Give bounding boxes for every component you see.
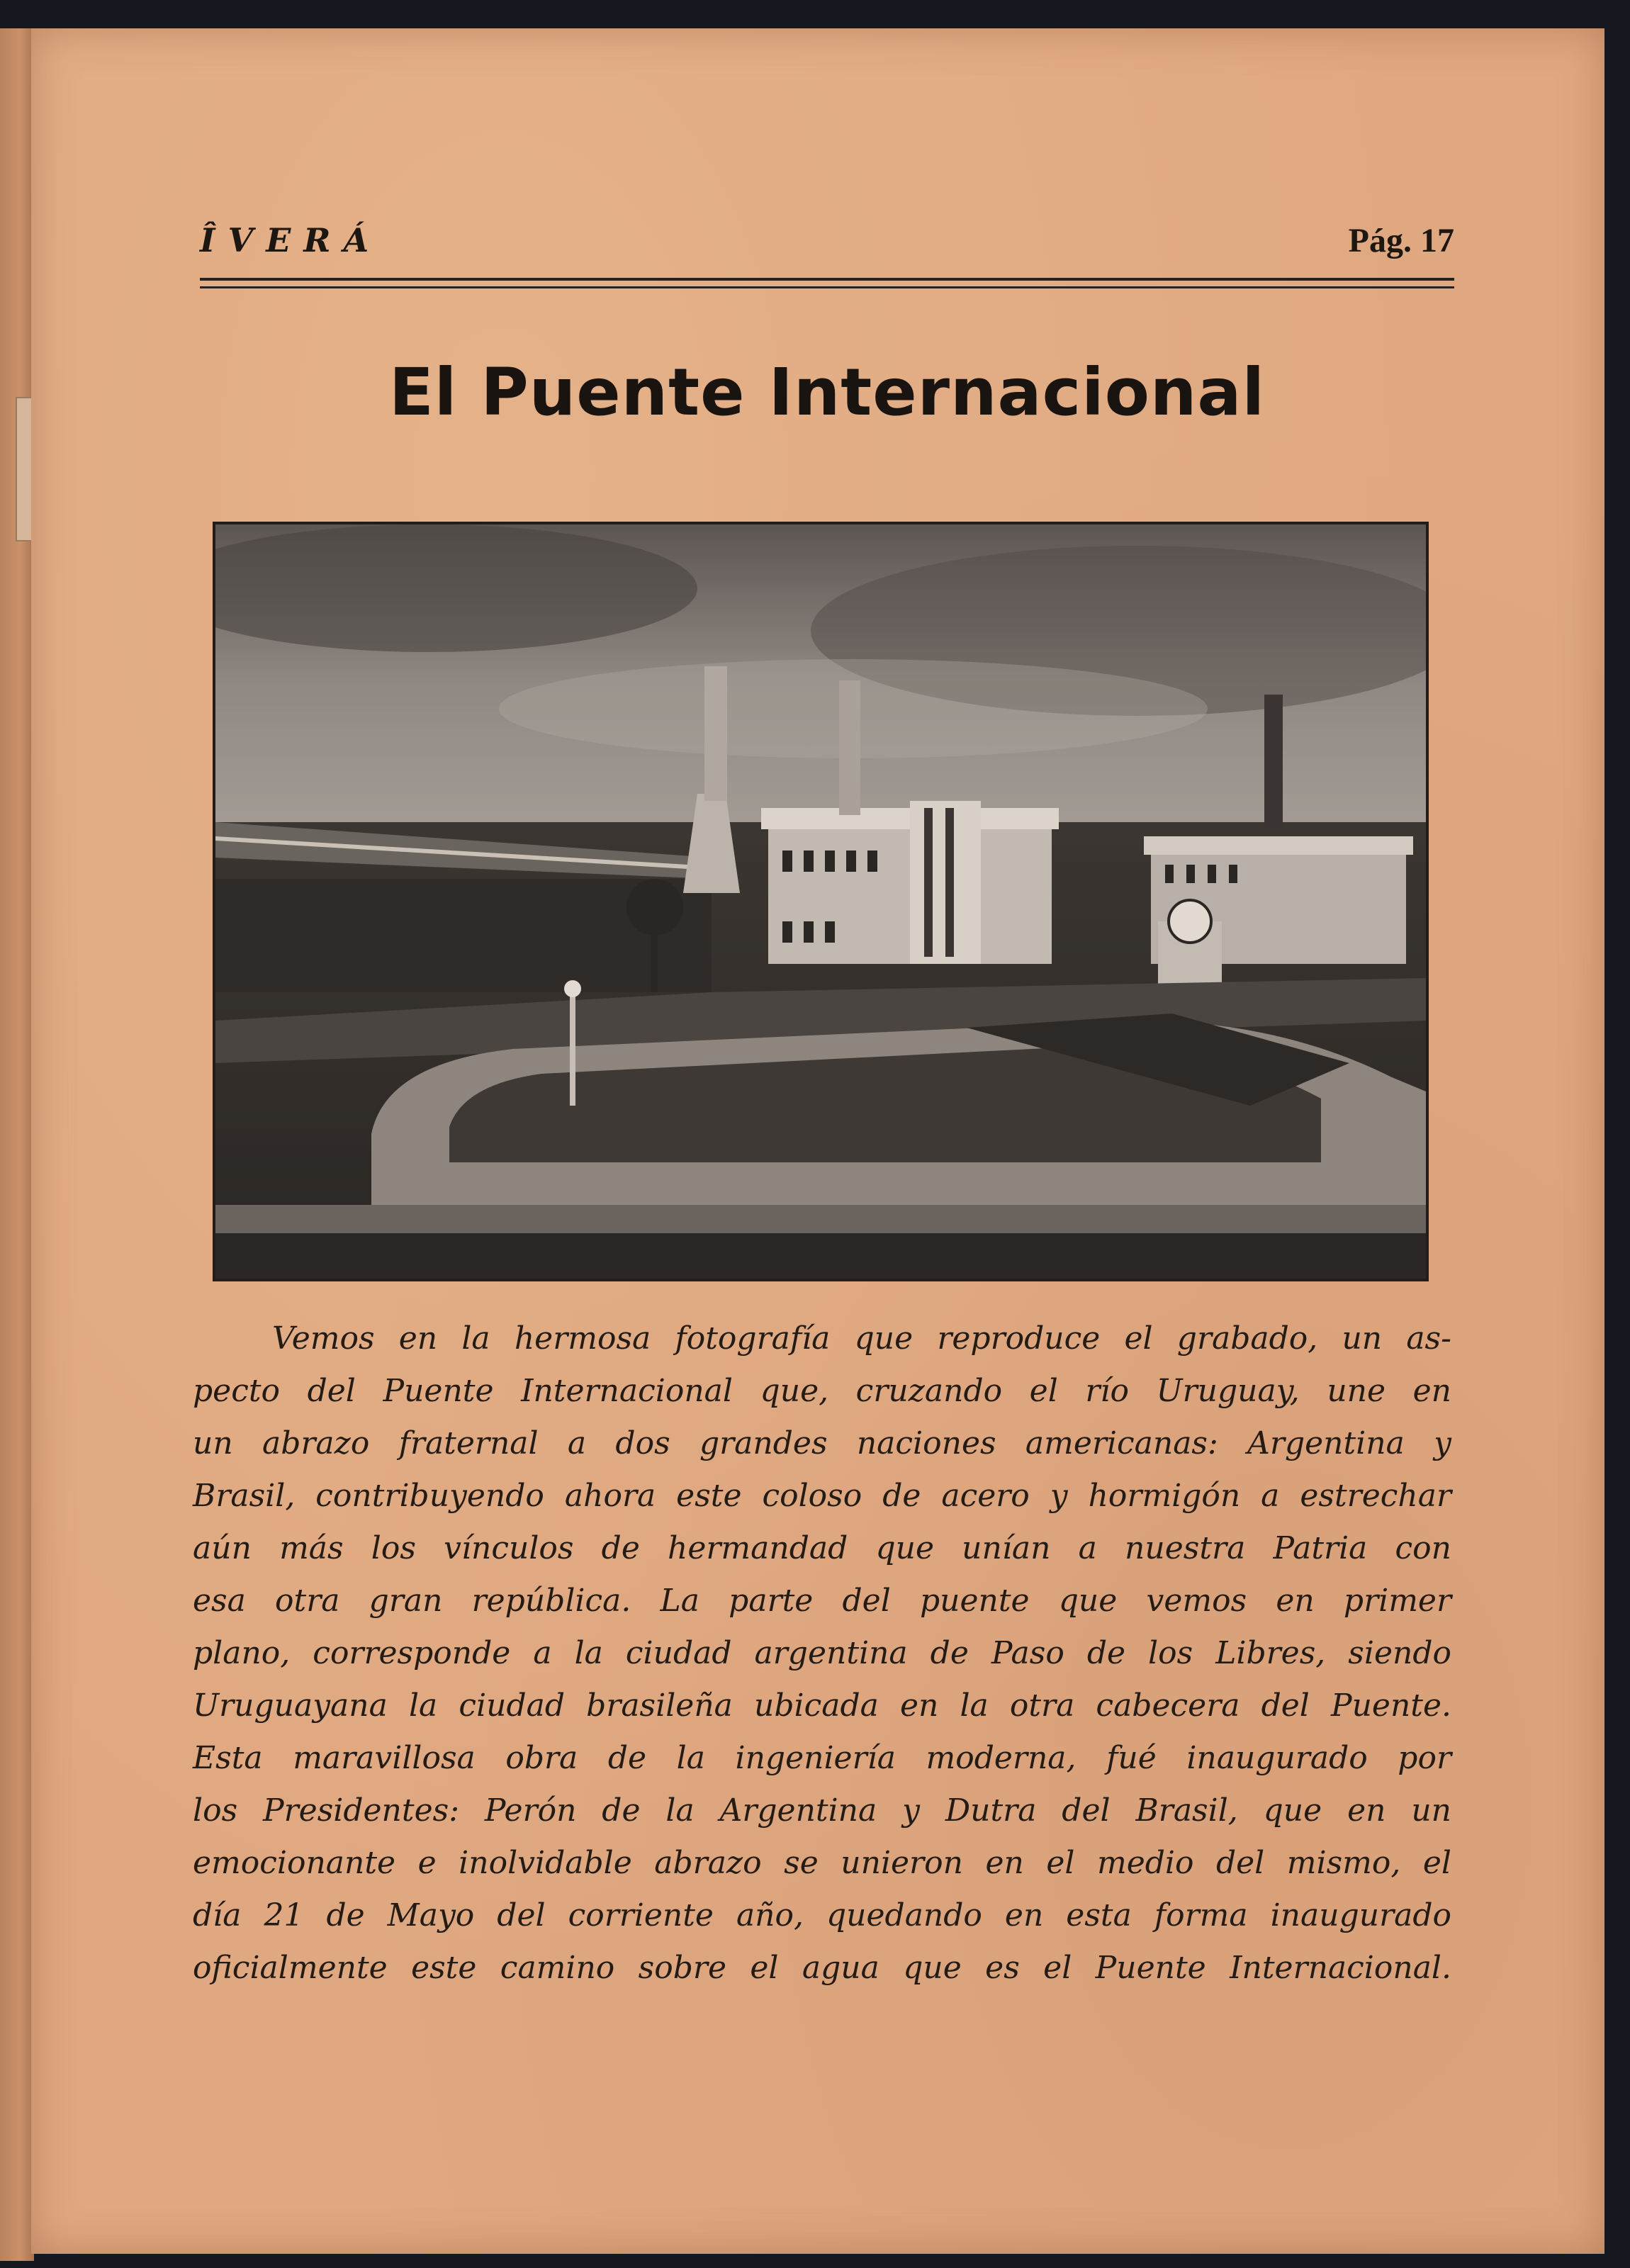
- bridge-photo-illustration: [215, 524, 1426, 1279]
- caption-line-10: los Presidentes: Perón de la Argentina y Dutra del Brasil, que en un: [193, 1792, 1451, 1829]
- caption-line-2: pecto del Puente Internacional que, cruzando el río Uruguay, une en: [193, 1373, 1451, 1409]
- journal-name: ÎVERÁ: [200, 221, 382, 259]
- caption-line-4: Brasil, contribuyendo ahora este coloso de acero y hormigón a estrechar: [193, 1478, 1451, 1514]
- caption-line-13: oficialmente este camino sobre el agua que es el Puente Internacional.: [193, 1950, 1451, 1986]
- caption-line-11: emocionante e inolvidable abrazo se unieron en el medio del mismo, el: [193, 1845, 1451, 1881]
- running-header: [200, 221, 1454, 271]
- header-rule-bottom: [200, 286, 1454, 288]
- caption-line-12: día 21 de Mayo del corriente año, quedando en esta forma inaugurado: [193, 1897, 1451, 1933]
- book-binding: [0, 28, 34, 2261]
- caption-line-5: aún más los vínculos de hermandad que unían a nuestra Patria con: [193, 1530, 1451, 1566]
- caption-line-9: Esta maravillosa obra de la ingeniería moderna, fué inaugurado por: [193, 1740, 1451, 1776]
- caption-line-7: plano, corresponde a la ciudad argentina de Paso de los Libres, siendo: [193, 1635, 1451, 1671]
- bridge-photograph: [213, 522, 1429, 1281]
- caption-line-8: Uruguayana la ciudad brasileña ubicada en la otra cabecera del Puente.: [193, 1688, 1451, 1724]
- caption-line-3: un abrazo fraternal a dos grandes naciones americanas: Argentina y: [193, 1425, 1451, 1461]
- photo-caption: [193, 1313, 1451, 1994]
- header-rule-top: [200, 278, 1454, 281]
- article-title: El Puente Internacional: [388, 354, 1266, 430]
- caption-line-6: esa otra gran república. La parte del puente que vemos en primer: [193, 1583, 1451, 1619]
- caption-line-1: Vemos en la hermosa fotografía que reproduce el grabado, un as-: [272, 1320, 1451, 1357]
- page-number: Pág. 17: [1348, 222, 1454, 259]
